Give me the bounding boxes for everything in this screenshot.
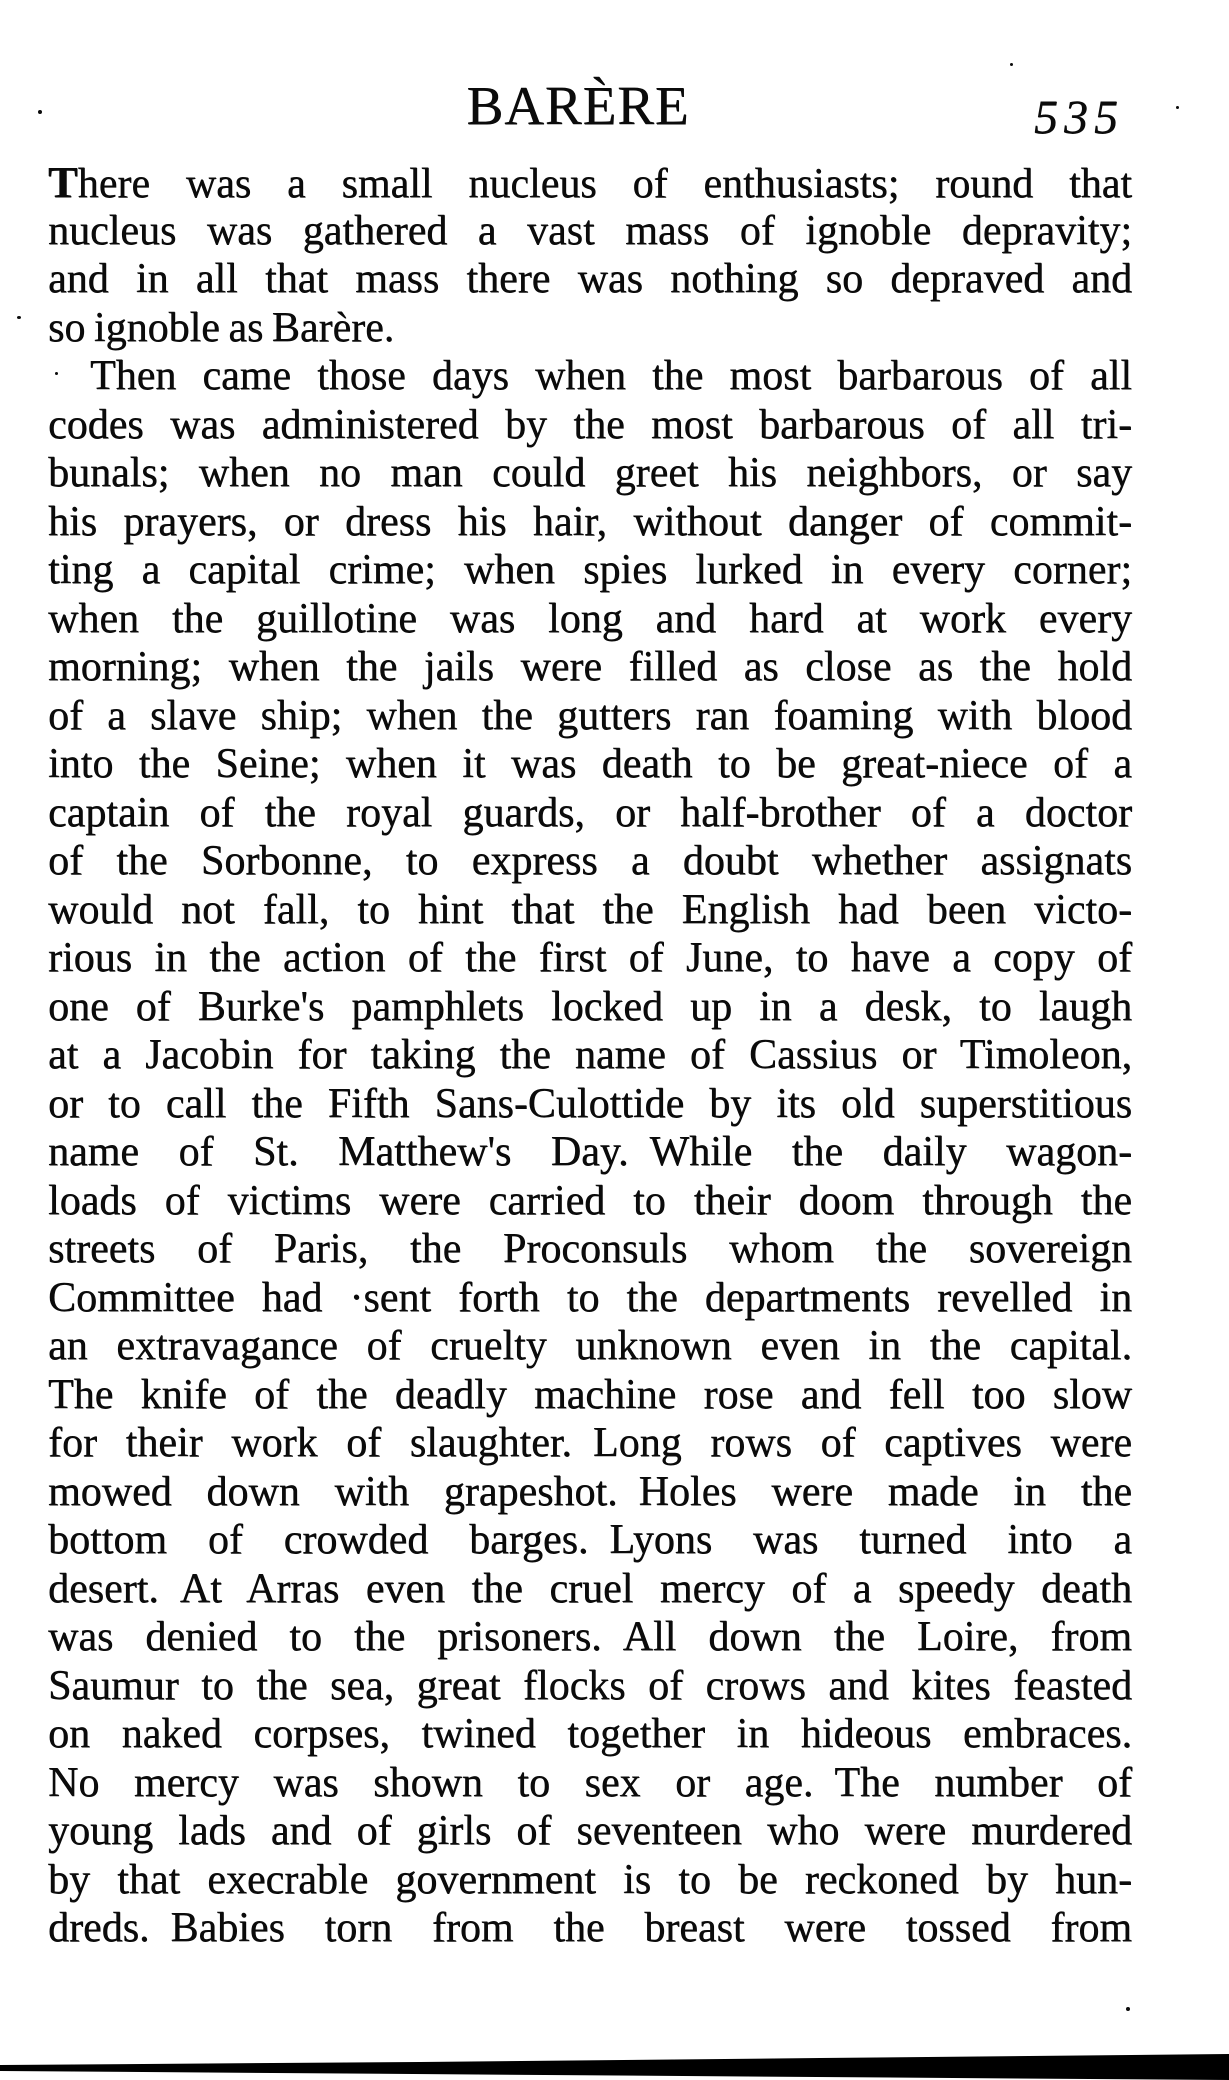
text-line: one of Burke's pamphlets locked up in a desk, to laugh <box>48 983 1132 1030</box>
text-line: loads of victims were carried to their doom through the <box>48 1177 1132 1224</box>
text-line: when the guillotine was long and hard at work every <box>48 595 1132 642</box>
text-line: by that execrable government is to be reckoned by hun- <box>48 1856 1132 1903</box>
text-line: into the Seine; when it was death to be great-niece of a <box>48 741 1132 787</box>
text-line: Then came those days when the most barbarous of all <box>90 353 1132 399</box>
text-line: an extravagance of cruelty unknown even in the capital. <box>48 1323 1132 1369</box>
scan-speck <box>55 372 58 375</box>
page-number: 535 <box>1034 91 1124 144</box>
text-line: of a slave ship; when the gutters ran foaming with blood <box>48 692 1132 739</box>
text-line: was denied to the prisoners. All down the Loire, from <box>48 1614 1132 1660</box>
text-line: The knife of the deadly machine rose and fell too slow <box>48 1371 1132 1418</box>
text-line: ting a capital crime; when spies lurked in every corner; <box>48 547 1132 593</box>
text-line: codes was administered by the most barbarous of all tri- <box>48 401 1132 448</box>
text-line: and in all that mass there was nothing so depraved and <box>48 256 1132 302</box>
text-line: Committee had ·sent forth to the departments revelled in <box>48 1274 1132 1321</box>
text-line: for their work of slaughter. Long rows of captives were <box>48 1420 1132 1466</box>
scan-edge-bar <box>0 2052 1229 2080</box>
text-line: nucleus was gathered a vast mass of ignoble depravity; <box>48 207 1132 254</box>
text-line: Saumur to the sea, great flocks of crows and kites feasted <box>48 1662 1132 1709</box>
text-line: bottom of crowded barges. Lyons was turned into a <box>48 1517 1132 1563</box>
text-line: on naked corpses, twined together in hideous embraces. <box>48 1711 1132 1757</box>
text-line: morning; when the jails were filled as close as the hold <box>48 644 1132 690</box>
scan-speck <box>17 316 21 319</box>
text-line: so ignoble as Barère. <box>48 304 395 351</box>
body-text <box>48 158 1132 1953</box>
lead-capital: T <box>48 157 78 207</box>
text-line: rious in the action of the first of June, to have a copy of <box>48 935 1132 981</box>
text-line: of the Sorbonne, to express a doubt whether assignats <box>48 838 1132 884</box>
scan-speck <box>38 110 42 114</box>
text-line: name of St. Matthew's Day. While the daily wagon- <box>48 1129 1132 1175</box>
text-line: bunals; when no man could greet his neighbors, or say <box>48 450 1132 496</box>
text-line: young lads and of girls of seventeen who were murdered <box>48 1808 1132 1854</box>
text-line: streets of Paris, the Proconsuls whom the sovereign <box>48 1226 1132 1272</box>
text-line: There was a small nucleus of enthusiasts; round that <box>48 157 1132 207</box>
scan-speck <box>1010 63 1013 66</box>
scan-speck <box>1126 2007 1130 2011</box>
text-line: No mercy was shown to sex or age. The number of <box>48 1759 1132 1806</box>
text-line: captain of the royal guards, or half-brother of a doctor <box>48 789 1132 836</box>
text-line: mowed down with grapeshot. Holes were made in the <box>48 1468 1132 1515</box>
running-head-title: BARÈRE <box>466 75 690 136</box>
text-line: dreds. Babies torn from the breast were tossed from <box>48 1905 1132 1951</box>
text-line: his prayers, or dress his hair, without danger of commit- <box>48 498 1132 545</box>
text-line: desert. At Arras even the cruel mercy of a speedy death <box>48 1565 1132 1612</box>
text-line: or to call the Fifth Sans-Culottide by its old superstitious <box>48 1080 1132 1127</box>
text-line: at a Jacobin for taking the name of Cassius or Timoleon, <box>48 1032 1132 1078</box>
scan-speck <box>1176 106 1179 109</box>
text-line: would not fall, to hint that the English had been victo- <box>48 886 1132 933</box>
